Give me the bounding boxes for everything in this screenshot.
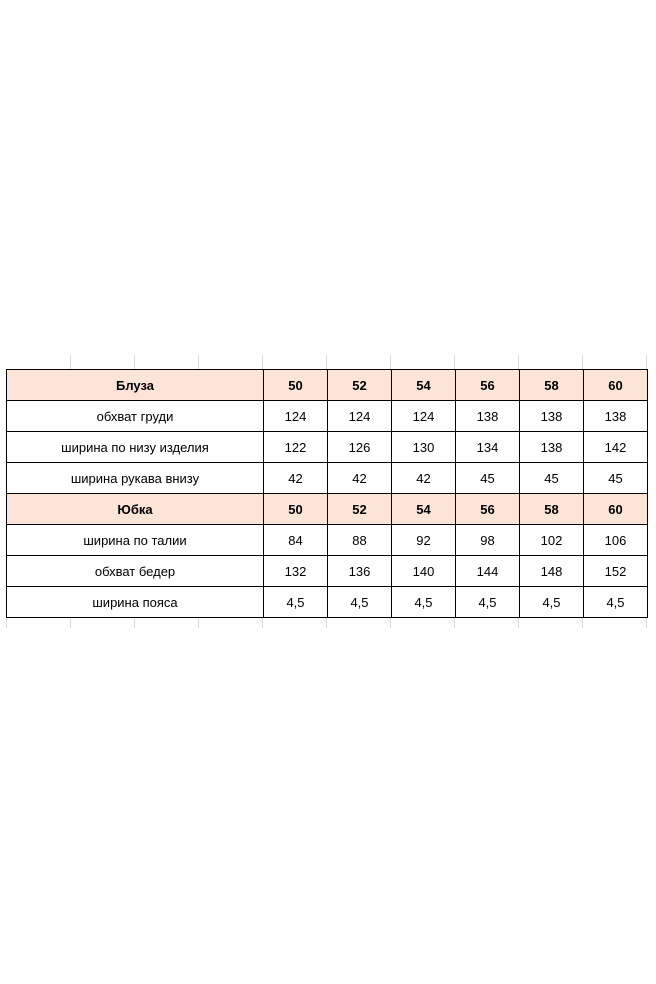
measurement-value: 102 — [520, 525, 584, 556]
measurement-value: 122 — [264, 432, 328, 463]
grid-tick — [646, 355, 647, 369]
size-header: 50 — [264, 370, 328, 401]
size-header: 52 — [328, 494, 392, 525]
table-row — [7, 556, 648, 587]
grid-tick — [454, 618, 455, 628]
section-title: Юбка — [7, 494, 264, 525]
measurement-value: 98 — [456, 525, 520, 556]
grid-tick — [390, 355, 391, 369]
table-row — [7, 525, 648, 556]
size-header: 50 — [264, 494, 328, 525]
size-header: 52 — [328, 370, 392, 401]
measurement-value: 45 — [520, 463, 584, 494]
blouse-header-row — [7, 370, 648, 401]
measurement-label: ширина пояса — [7, 587, 264, 618]
measurement-value: 144 — [456, 556, 520, 587]
grid-tick — [454, 355, 455, 369]
grid-tick — [326, 355, 327, 369]
grid-tick — [70, 618, 71, 628]
measurement-value: 138 — [456, 401, 520, 432]
grid-tick — [326, 618, 327, 628]
measurement-value: 130 — [392, 432, 456, 463]
table-row — [7, 432, 648, 463]
measurement-value: 4,5 — [520, 587, 584, 618]
spreadsheet-gridline-top — [6, 355, 648, 370]
measurement-label: обхват груди — [7, 401, 264, 432]
measurement-value: 136 — [328, 556, 392, 587]
spreadsheet-gridline-bottom — [6, 618, 648, 628]
measurement-label: обхват бедер — [7, 556, 264, 587]
size-header: 56 — [456, 370, 520, 401]
grid-tick — [198, 355, 199, 369]
grid-tick — [262, 355, 263, 369]
measurement-value: 84 — [264, 525, 328, 556]
measurement-value: 4,5 — [392, 587, 456, 618]
measurement-value: 42 — [264, 463, 328, 494]
measurement-value: 140 — [392, 556, 456, 587]
size-header: 60 — [584, 494, 648, 525]
measurement-label: ширина по талии — [7, 525, 264, 556]
measurement-value: 124 — [264, 401, 328, 432]
measurement-label: ширина рукава внизу — [7, 463, 264, 494]
measurement-value: 106 — [584, 525, 648, 556]
measurement-value: 124 — [328, 401, 392, 432]
measurement-value: 142 — [584, 432, 648, 463]
size-header: 54 — [392, 494, 456, 525]
measurement-value: 138 — [520, 432, 584, 463]
measurement-value: 88 — [328, 525, 392, 556]
grid-tick — [198, 618, 199, 628]
size-chart-table — [6, 369, 648, 618]
measurement-value: 92 — [392, 525, 456, 556]
measurement-value: 45 — [456, 463, 520, 494]
grid-tick — [262, 618, 263, 628]
table-row — [7, 587, 648, 618]
grid-tick — [646, 618, 647, 628]
measurement-value: 4,5 — [328, 587, 392, 618]
measurement-value: 148 — [520, 556, 584, 587]
size-header: 58 — [520, 370, 584, 401]
grid-tick — [6, 618, 7, 628]
size-header: 60 — [584, 370, 648, 401]
measurement-value: 4,5 — [456, 587, 520, 618]
size-header: 54 — [392, 370, 456, 401]
measurement-value: 42 — [392, 463, 456, 494]
table-row — [7, 401, 648, 432]
grid-tick — [390, 618, 391, 628]
measurement-value: 4,5 — [584, 587, 648, 618]
measurement-value: 138 — [520, 401, 584, 432]
table-row — [7, 463, 648, 494]
grid-tick — [582, 618, 583, 628]
grid-tick — [134, 355, 135, 369]
measurement-value: 124 — [392, 401, 456, 432]
measurement-value: 42 — [328, 463, 392, 494]
measurement-value: 132 — [264, 556, 328, 587]
measurement-value: 45 — [584, 463, 648, 494]
grid-tick — [134, 618, 135, 628]
grid-tick — [518, 355, 519, 369]
grid-tick — [518, 618, 519, 628]
grid-tick — [582, 355, 583, 369]
measurement-value: 126 — [328, 432, 392, 463]
size-header: 58 — [520, 494, 584, 525]
measurement-label: ширина по низу изделия — [7, 432, 264, 463]
measurement-value: 152 — [584, 556, 648, 587]
grid-tick — [70, 355, 71, 369]
measurement-value: 134 — [456, 432, 520, 463]
skirt-header-row — [7, 494, 648, 525]
size-header: 56 — [456, 494, 520, 525]
measurement-value: 4,5 — [264, 587, 328, 618]
section-title: Блуза — [7, 370, 264, 401]
measurement-value: 138 — [584, 401, 648, 432]
